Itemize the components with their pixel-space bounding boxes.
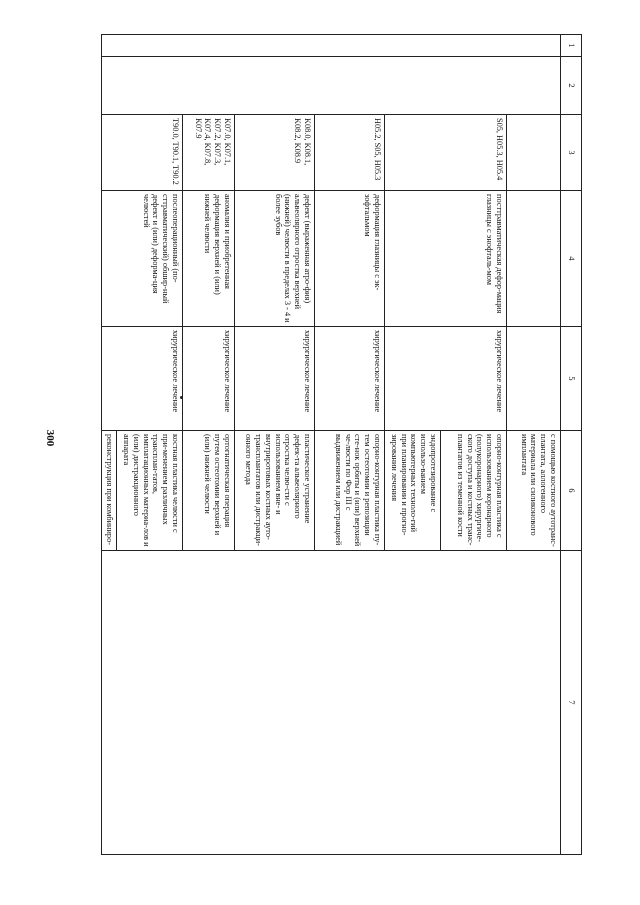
header-col-1: 1 [561, 35, 582, 57]
cell-method: реконструкция при комбиниро- [102, 431, 117, 551]
rotated-table-container [104, 34, 582, 854]
cell-method: ортогнатическая операция путем остеотомии верхней и (или) нижней челюсти [183, 431, 235, 551]
header-col-6: 6 [561, 431, 582, 551]
page-number: 300 [44, 429, 56, 447]
cell-codes: K08.0, K08.1, K08.2, K08.9 [235, 115, 315, 191]
cell-codes: S05, H05.3, H05.4 [385, 115, 507, 191]
cell-treatment: хирургическое лечение [385, 327, 507, 431]
cell-treatment: хирургическое лечение [235, 327, 315, 431]
cell-diagnosis [507, 191, 561, 327]
cell-method: опорно-контурная пластика с использованием коронарного (полукоронарного) хирургиче-ского доступа и костных транс-плантатов из теменной кости [441, 431, 507, 551]
cell-method: костная пластика челюсти с при-менением различных трансплан-татов, имплатационных материа-лов и (или) дистракционного аппарата [117, 431, 183, 551]
cell-method: с помощью костного аутотранс-плантата, аллогенного материала или силиконового имплантата [507, 431, 561, 551]
header-row [561, 35, 582, 855]
cell-treatment: хирургическое лечение [315, 327, 385, 431]
cell-diagnosis: дефект (выраженная атро-фия) альвеолярного отростка верхней (нижней) челюсти в пределах 3 - 4 и более зубов [235, 191, 315, 327]
cell-method: опорно-контурная пластика пу-тем остеотомии и репозиции сте-нок орбиты и (или) верхней че-люсти по Фор III с выдвижением или дистракцией [315, 431, 385, 551]
header-col-3: 3 [561, 115, 582, 191]
cell-codes: K07.0, K07.1, K07.2, K07.3, K07.4, K07.8, K07.9 [183, 115, 235, 191]
header-col-4: 4 [561, 191, 582, 327]
cell-treatment: хирургическое лечение [183, 327, 235, 431]
cell-col-7 [102, 551, 561, 855]
table-row [507, 35, 561, 855]
cell-method: пластическое устранение дефек-та альвеолярного отростка челю-сти с использованием вне- и внутриротовых костных ауто-трансплантатов или дистракци-онного метода [235, 431, 315, 551]
cell-col-2 [102, 57, 561, 115]
header-col-5: 5 [561, 327, 582, 431]
header-col-7: 7 [561, 551, 582, 855]
header-col-2: 2 [561, 57, 582, 115]
cell-codes: H05.2, S05, H05.3 [315, 115, 385, 191]
cell-diagnosis: посттравматическая дефор-мация глазницы с энофталь-мом [385, 191, 507, 327]
cell-treatment [507, 327, 561, 431]
cell-codes: T90.0, T90.1, T90.2 [102, 115, 183, 191]
cell-diagnosis: аномалия и приобретенная деформация верхней и (или) нижней челюсти [183, 191, 235, 327]
cell-diagnosis: деформация глазницы с эк-зофтальмом [315, 191, 385, 327]
cell-col-1 [102, 35, 561, 57]
procedures-table [101, 34, 582, 855]
cell-method: эндопротезирование с использо-ванием компьютерных техноло-гий при планировании и прогно-зировании лечения [385, 431, 441, 551]
cell-diagnosis: послеоперационный (по-сттравматический) обшир-ный дефект и (или) деформа-ция челюстей [102, 191, 183, 327]
cell-treatment: хирургическое лечение [102, 327, 183, 431]
cell-codes [507, 115, 561, 191]
